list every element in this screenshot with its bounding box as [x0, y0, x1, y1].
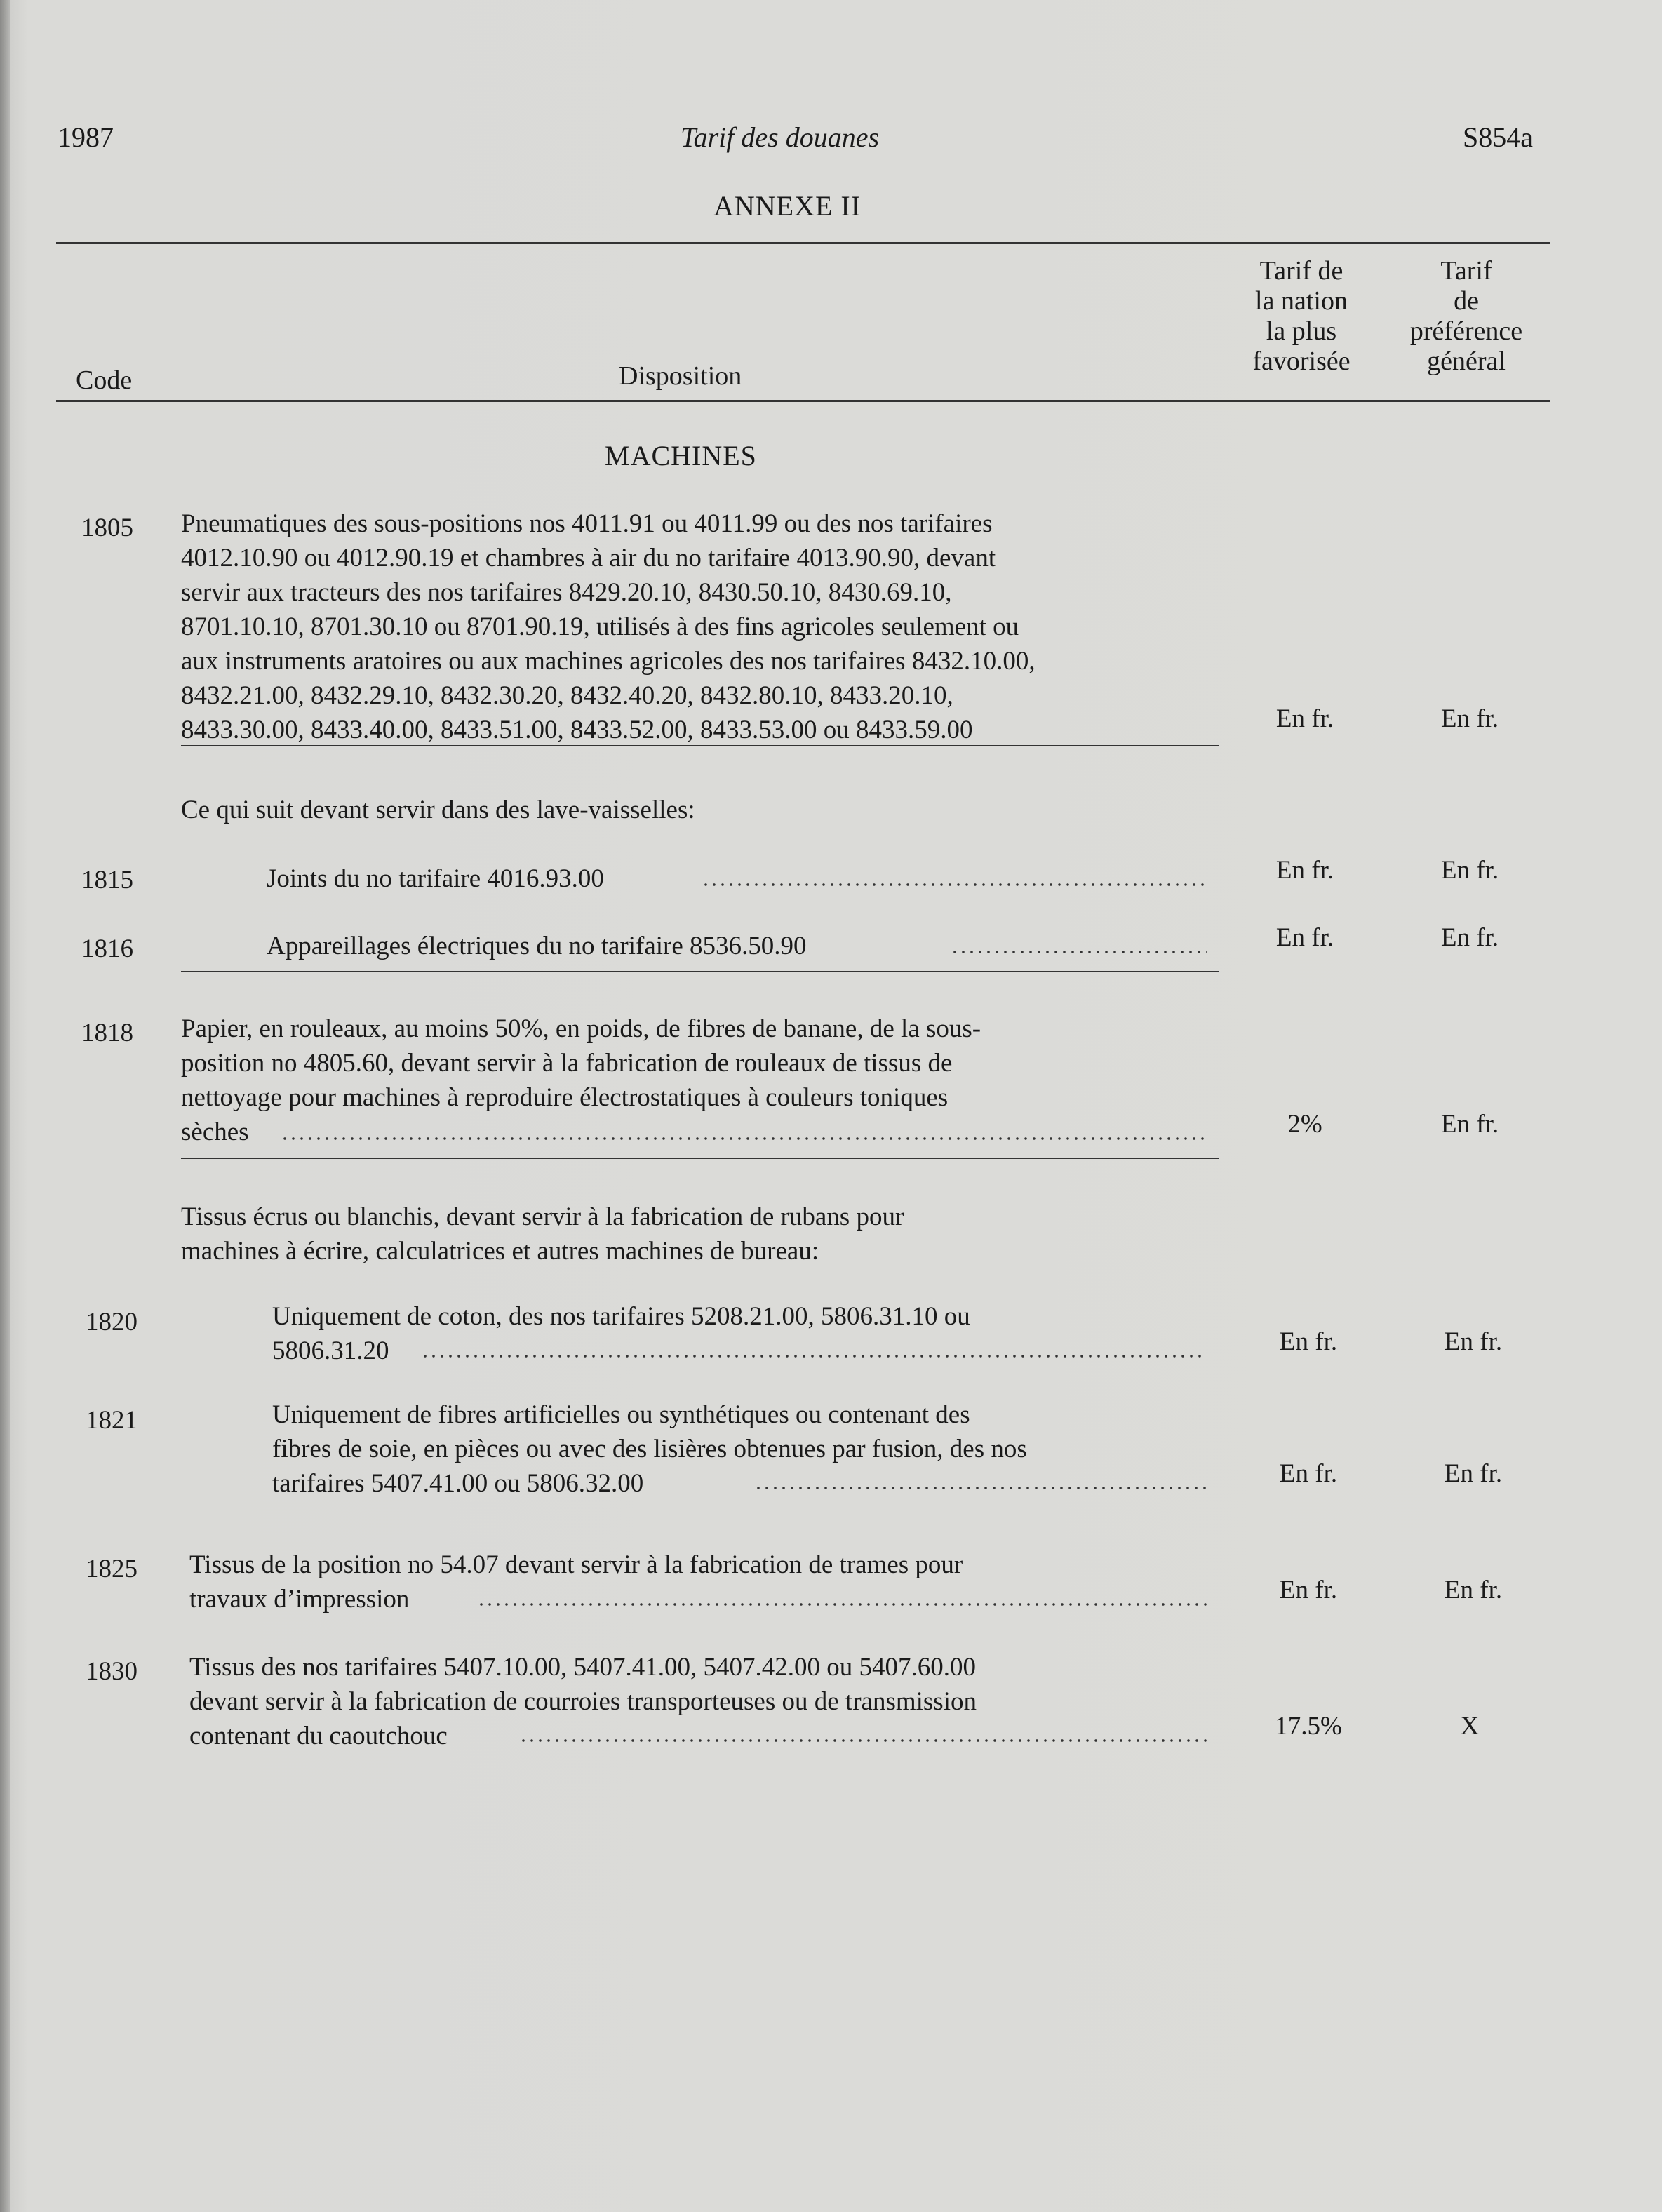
dot-leader — [477, 1602, 1207, 1607]
row-gpt: X — [1460, 1712, 1480, 1741]
row-code: 1805 — [81, 514, 133, 542]
top-rule — [56, 242, 1550, 244]
row-code: 1818 — [81, 1019, 133, 1047]
row-line: Uniquement de coton, des nos tarifaires 5208.21.00, 5806.31.10 ou — [272, 1302, 970, 1331]
row-mfn: En fr. — [1279, 1576, 1338, 1604]
row-mfn: 2% — [1287, 1110, 1322, 1139]
row-line: Tissus de la position no 54.07 devant servir à la fabrication de trames pour — [189, 1550, 963, 1579]
col-head-gpt-line: de — [1454, 286, 1479, 316]
row-disposition — [272, 1397, 1205, 1501]
row-line: devant servir à la fabrication de courroies transporteuses ou de transmission — [189, 1687, 977, 1716]
group-heading: Ce qui suit devant servir dans des lave-vaisselles: — [181, 796, 695, 824]
row-disposition: Joints du no tarifaire 4016.93.00 — [267, 864, 604, 893]
col-head-mfn-line: la nation — [1255, 286, 1348, 316]
row-line: Uniquement de fibres artificielles ou synthétiques ou contenant des — [272, 1400, 970, 1429]
row-line: travaux d’impression — [189, 1585, 410, 1614]
header-title: Tarif des douanes — [681, 121, 880, 153]
row-code: 1825 — [86, 1555, 138, 1583]
row-gpt: En fr. — [1444, 1459, 1503, 1488]
row-line: aux instruments aratoires ou aux machines agricoles des nos tarifaires 8432.10.00, — [181, 647, 1036, 676]
col-head-mfn-line: Tarif de — [1259, 256, 1343, 286]
row-line: tarifaires 5407.41.00 ou 5806.32.00 — [272, 1469, 644, 1498]
row-line: 4012.10.90 ou 4012.90.19 et chambres à air du no tarifaire 4013.90.90, devant — [181, 544, 996, 572]
col-head-gpt — [1375, 256, 1557, 377]
annex-title: ANNEXE II — [713, 190, 862, 222]
col-head-code: Code — [76, 366, 133, 395]
row-line: contenant du caoutchouc — [189, 1722, 448, 1750]
dot-leader — [281, 1137, 1207, 1141]
dot-leader — [702, 883, 1207, 887]
row-line: servir aux tracteurs des nos tarifaires 8429.20.10, 8430.50.10, 8430.69.10, — [181, 578, 952, 607]
row-gpt: En fr. — [1440, 923, 1499, 952]
row-line: nettoyage pour machines à reproduire électrostatiques à couleurs toniques — [181, 1083, 949, 1112]
header-rule — [56, 400, 1550, 402]
dot-leader — [519, 1738, 1207, 1743]
row-line: fibres de soie, en pièces ou avec des lisières obtenues par fusion, des nos — [272, 1435, 1027, 1463]
row-mfn: En fr. — [1275, 923, 1334, 952]
row-line: sèches — [181, 1118, 249, 1146]
row-line: position no 4805.60, devant servir à la fabrication de rouleaux de tissus de — [181, 1049, 953, 1078]
row-disposition: Appareillages électriques du no tarifaire 8536.50.90 — [267, 932, 807, 960]
col-head-gpt-line: Tarif — [1440, 256, 1492, 286]
group-heading-line: Tissus écrus ou blanchis, devant servir à la fabrication de rubans pour — [181, 1202, 904, 1231]
col-head-disposition: Disposition — [619, 361, 742, 391]
section-title: MACHINES — [605, 440, 757, 471]
dot-leader — [754, 1486, 1207, 1490]
col-head-mfn-line: la plus — [1266, 316, 1337, 346]
col-head-mfn-line: favorisée — [1252, 347, 1351, 376]
row-code: 1815 — [81, 866, 133, 894]
row-line: Tissus des nos tarifaires 5407.10.00, 5407.41.00, 5407.42.00 ou 5407.60.00 — [189, 1653, 976, 1682]
row-separator — [181, 745, 1219, 746]
header-page-code: S854a — [1463, 121, 1533, 153]
row-disposition — [181, 507, 1205, 747]
row-mfn: 17.5% — [1275, 1712, 1342, 1741]
row-disposition — [181, 1012, 1205, 1149]
row-line: 8432.21.00, 8432.29.10, 8432.30.20, 8432.40.20, 8432.80.10, 8433.20.10, — [181, 681, 953, 710]
col-head-gpt-line: préférence — [1409, 316, 1523, 346]
book-spine-shadow — [0, 0, 10, 2212]
row-mfn: En fr. — [1279, 1327, 1338, 1356]
row-code: 1820 — [86, 1308, 138, 1336]
row-separator — [181, 1158, 1219, 1159]
row-line: 5806.31.20 — [272, 1336, 389, 1365]
row-gpt: En fr. — [1444, 1327, 1503, 1356]
row-line: Pneumatiques des sous-positions nos 4011.91 ou 4011.99 ou des nos tarifaires — [181, 509, 993, 538]
row-mfn: En fr. — [1279, 1459, 1338, 1488]
row-line: 8701.10.10, 8701.30.10 ou 8701.90.19, utilisés à des fins agricoles seulement ou — [181, 612, 1019, 641]
col-head-gpt-line: général — [1427, 347, 1506, 376]
group-heading — [181, 1200, 1205, 1268]
row-code: 1816 — [81, 934, 133, 963]
row-gpt: En fr. — [1440, 1110, 1499, 1139]
row-code: 1821 — [86, 1406, 138, 1435]
col-head-mfn — [1207, 256, 1396, 377]
header-year: 1987 — [58, 121, 114, 153]
row-gpt: En fr. — [1440, 856, 1499, 885]
row-disposition — [189, 1650, 1214, 1753]
dot-leader — [951, 950, 1207, 954]
row-line: 8433.30.00, 8433.40.00, 8433.51.00, 8433.52.00, 8433.53.00 ou 8433.59.00 — [181, 716, 973, 744]
row-code: 1830 — [86, 1657, 138, 1686]
group-heading-line: machines à écrire, calculatrices et autres machines de bureau: — [181, 1237, 819, 1266]
row-mfn: En fr. — [1275, 856, 1334, 885]
row-gpt: En fr. — [1440, 704, 1499, 733]
row-separator — [181, 971, 1219, 972]
row-line: Papier, en rouleaux, au moins 50%, en poids, de fibres de banane, de la sous- — [181, 1014, 981, 1043]
row-mfn: En fr. — [1275, 704, 1334, 733]
row-gpt: En fr. — [1444, 1576, 1503, 1604]
dot-leader — [421, 1354, 1207, 1358]
